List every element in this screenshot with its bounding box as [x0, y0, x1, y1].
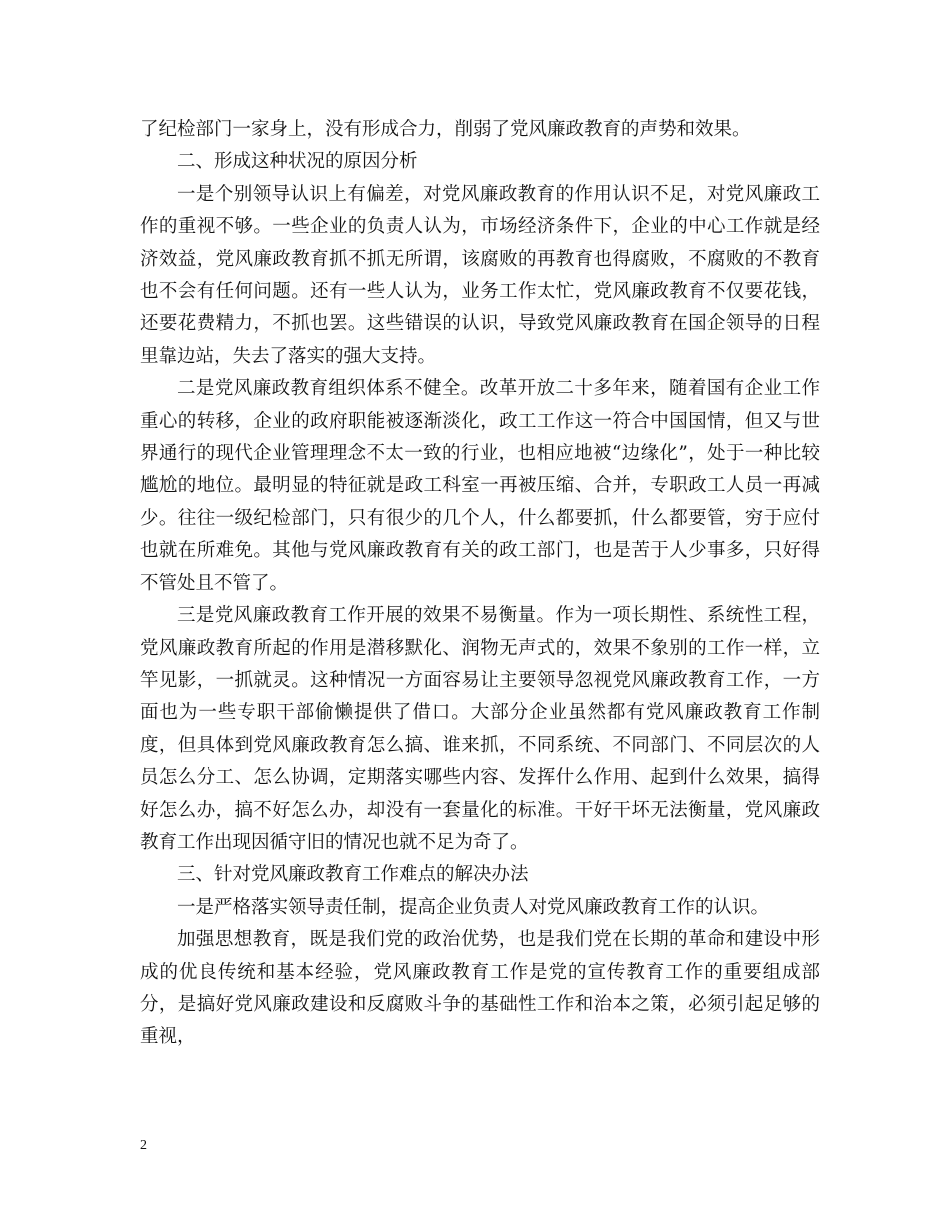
paragraph-cause-2: 二是党风廉政教育组织体系不健全。改革开放二十多年来，随着国有企业工作重心的转移，企业的政府职能被逐渐淡化，政工工作这一符合中国国情，但又与世界通行的现代企业管理理念不太一致的行业，也相应地被“边缘化”，处于一种比较尴尬的地位。最明显的特征就是政工科室一再被压缩、合并，专职政工人员一再减少。往往一级纪检部门，只有很少的几个人，什么都要抓，什么都要管，穷于应付也就在所难免。其他与党风廉政教育有关的政工部门，也是苦于人少事多，只好得不管处且不管了。: [140, 378, 820, 594]
section-heading-causes: 二、形成这种状况的原因分析: [177, 151, 418, 173]
page-number: 2: [140, 1138, 147, 1153]
paragraph-continuation: 了纪检部门一家身上，没有形成合力，削弱了党风廉政教育的声势和效果。: [140, 119, 751, 140]
paragraph-cause-1: 一是个别领导认识上有偏差，对党风廉政教育的作用认识不足，对党风廉政工作的重视不够。一些企业的负责人认为，市场经济条件下，企业的中心工作就是经济效益，党风廉政教育抓不抓无所谓，该腐败的再教育也得腐败，不腐败的不教育也不会有任何问题。还有一些人认为，业务工作太忙，党风廉政教育不仅要花钱，还要花费精力，不抓也罢。这些错误的认识，导致党风廉政教育在国企领导的日程里靠边站，失去了落实的强大支持。: [140, 183, 820, 367]
subheading-solution-1: 一是严格落实领导责任制，提高企业负责人对党风廉政教育工作的认识。: [177, 896, 770, 918]
paragraph-cause-3: 三是党风廉政教育工作开展的效果不易衡量。作为一项长期性、系统性工程，党风廉政教育所起的作用是潜移默化、润物无声式的，效果不象别的工作一样，立竿见影，一抓就灵。这种情况一方面容易让主要领导忽视党风廉政教育工作，一方面也为一些专职干部偷懒提供了借口。大部分企业虽然都有党风廉政教育工作制度，但具体到党风廉政教育怎么搞、谁来抓，不同系统、不同部门、不同层次的人员怎么分工、怎么协调，定期落实哪些内容、发挥什么作用、起到什么效果，搞得好怎么办，搞不好怎么办，却没有一套量化的标准。干好干坏无法衡量，党风廉政教育工作出现因循守旧的情况也就不足为奇了。: [140, 605, 820, 853]
document-body: [140, 114, 820, 1054]
paragraph-solution-1: 加强思想教育，既是我们党的政治优势，也是我们党在长期的革命和建设中形成的优良传统和基本经验，党风廉政教育工作是党的宣传教育工作的重要组成部分，是搞好党风廉政建设和反腐败斗争的基础性工作和治本之策，必须引起足够的重视，: [140, 929, 820, 1048]
section-heading-solutions: 三、针对党风廉政教育工作难点的解决办法: [177, 864, 529, 886]
